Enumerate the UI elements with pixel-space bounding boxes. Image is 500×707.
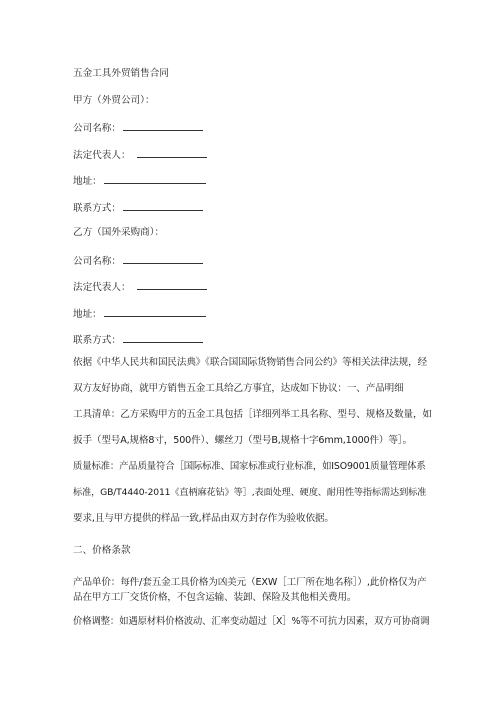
party-a-address-blank <box>104 174 206 184</box>
party-b-address-blank <box>104 307 206 317</box>
party-a-heading: 甲方（外贸公司）： <box>73 95 155 106</box>
quality-line-2: 标准，GB/T4440-2011《直柄麻花钻》等］,表面处理、硬度、耐用性等指标需达到标准 <box>73 487 427 498</box>
party-b-rep-label: 法定代表人： <box>73 282 131 293</box>
party-b-company-blank <box>123 254 203 264</box>
quality-line-1: 质量标准：产品质量符合［国际标准、国家标准或行业标准，如ISO9001质量管理体系 <box>73 461 426 472</box>
party-a-rep-label: 法定代表人： <box>73 150 131 161</box>
party-b-address-field <box>73 307 206 321</box>
quality-line-3: 要求,且与甲方提供的样品一致,样品由双方封存作为验收依据。 <box>73 513 334 524</box>
party-a-rep-blank <box>137 148 207 158</box>
party-a-address-label: 地址： <box>73 176 102 187</box>
party-a-company-field <box>73 121 203 135</box>
party-b-contact-blank <box>123 333 203 343</box>
party-a-address-field <box>73 174 206 188</box>
party-b-contact-field <box>73 333 203 347</box>
product-list-line-2: 扳手（型号A,规格8寸，500件）、螺丝刀（型号B,规格十字6mm,1000件）等］。 <box>73 435 412 446</box>
party-a-contact-blank <box>123 201 203 211</box>
unit-price-line-1: 产品单价：每件/套五金工具价格为凶美元（EXW［工厂所在地名称］）,此价格仅为产 <box>73 577 427 588</box>
party-a-company-label: 公司名称： <box>73 123 121 134</box>
section-2-heading: 二、价格条款 <box>73 545 131 556</box>
product-list-line-1: 工具清单：乙方采购甲方的五金工具包括［详细列举工具名称、型号、规格及数量，如 <box>73 409 432 420</box>
intro-line-1: 依据《中华人民共和国民法典》《联合国国际货物销售合同公约》等相关法律法规，经 <box>73 357 428 368</box>
party-b-company-field <box>73 254 203 268</box>
party-a-rep-field <box>73 148 207 162</box>
party-b-rep-blank <box>137 280 207 290</box>
contract-title: 五金工具外贸销售合同 <box>73 68 169 79</box>
intro-line-2: 双方友好协商，就甲方销售五金工具给乙方事宜，达成如下协议：一、产品明细 <box>73 383 404 394</box>
party-a-company-blank <box>123 121 203 131</box>
party-a-contact-field <box>73 201 203 215</box>
party-a-contact-label: 联系方式： <box>73 203 121 214</box>
party-b-contact-label: 联系方式： <box>73 335 121 346</box>
party-b-address-label: 地址： <box>73 309 102 320</box>
price-adjust-line-1: 价格调整：如遇原材料价格波动、汇率变动超过［X］%等不可抗力因素，双方可协商调 <box>73 616 430 627</box>
unit-price-line-2: 品在甲方工厂交货价格，不包含运输、装卸、保险及其他相关费用。 <box>73 592 357 603</box>
party-b-heading: 乙方（国外采购商）： <box>73 227 165 238</box>
party-b-rep-field <box>73 280 207 294</box>
party-b-company-label: 公司名称： <box>73 256 121 267</box>
